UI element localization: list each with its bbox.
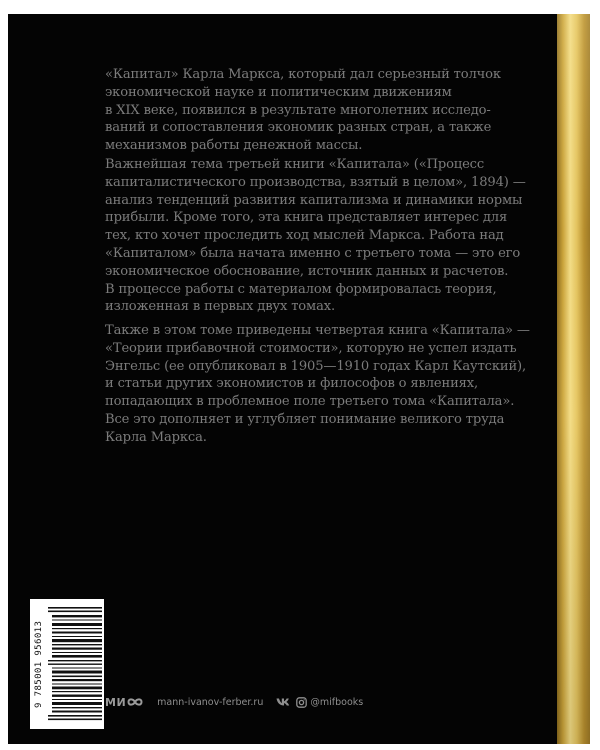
text-line: капиталистического производства, взятый в целом», 1894) — [105,174,526,190]
barcode-digits: 9 785001 956013 [34,620,44,708]
social-handle[interactable]: @mifbooks [310,696,364,708]
text-line: В процессе работы с материалом формировалась теория, [105,281,497,297]
description-paragraph-2 [105,156,526,316]
description-paragraph-3 [105,322,530,447]
description-paragraph-1 [105,66,505,155]
text-line: Карла Маркса. [105,429,207,445]
publisher-logo [105,696,143,709]
text-line: прибыли. Кроме того, эта книга представляет интерес для [105,210,508,226]
publisher-website[interactable]: mann-ivanov-ferber.ru [157,696,264,708]
text-line: тех, кто хочет проследить ход мыслей Маркса. Работа над [105,228,504,244]
text-line: в XIX веке, появился в результате многолетних исследо- [105,102,491,118]
gold-spine-strip [557,14,590,744]
text-line: и статьи других экономистов и философов о явлениях, [105,376,479,392]
text-line: Важнейшая тема третьей книги «Капитала» («Процесс [105,157,485,172]
text-line: экономическое обоснование, источник данных и расчетов. [105,263,509,279]
text-line: ваний и сопоставления экономик разных стран, а также [105,120,492,136]
isbn-barcode [30,599,104,729]
text-line: Все это дополняет и углубляет понимание великого труда [105,411,505,427]
text-line: Также в этом томе приведены четвертая книга «Капитала» — [105,323,530,338]
text-line: механизмов работы денежной массы. [105,138,363,154]
text-line: попадающих в проблемное поле третьего тома «Капитала». [105,394,515,410]
text-line: анализ тенденций развития капитализма и динамики нормы [105,192,523,208]
text-line: «Капиталом» была начата именно с третьего тома — это его [105,245,521,261]
text-line: «Капитал» Карла Маркса, который дал серьезный толчок [105,67,501,82]
book-back-cover [8,14,590,744]
infinity-icon [127,697,143,707]
text-line: изложенная в первых двух томах. [105,299,335,315]
publisher-footer [105,695,363,709]
text-line: экономической науке и политическим движениям [105,84,452,100]
vk-icon[interactable] [276,697,290,707]
text-line: «Теории прибавочной стоимости», которую не успел издать [105,340,517,356]
instagram-icon[interactable] [296,697,307,708]
text-line: Энгельс (ее опубликовал в 1905—1910 годах Карл Каутский), [105,358,527,374]
logo-text: МИ [105,695,127,709]
